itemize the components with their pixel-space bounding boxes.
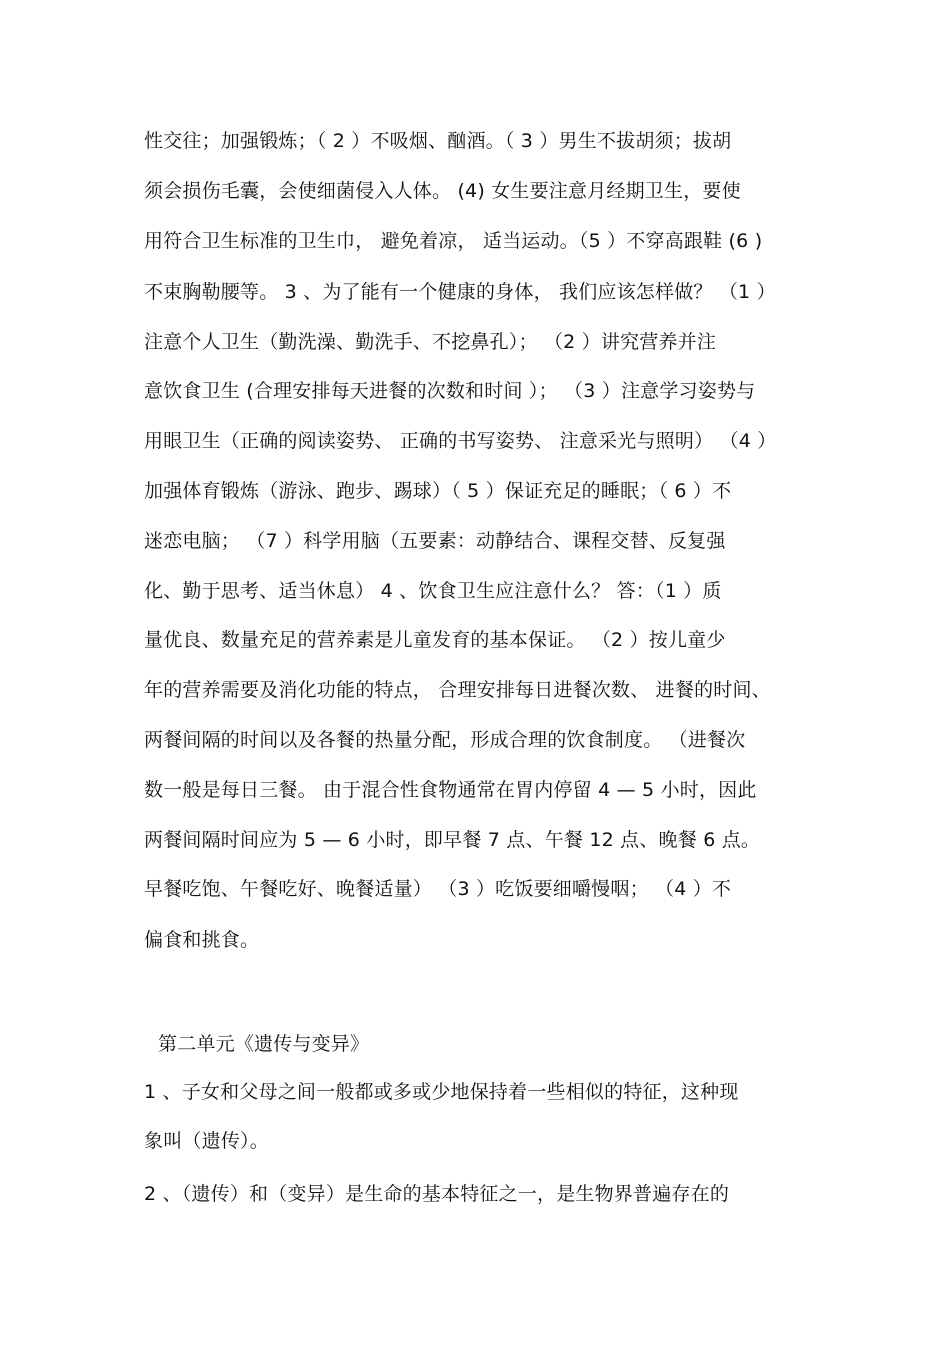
section-line: 1 、子女和父母之间一般都或多或少地保持着一些相似的特征，这种现 <box>144 1081 739 1103</box>
paragraph-line: 迷恋电脑； （7 ）科学用脑（五要素：动静结合、课程交替、反复强 <box>144 530 726 552</box>
paragraph-line: 两餐间隔时间应为 5 — 6 小时，即早餐 7 点、午餐 12 点、晚餐 6 点。 <box>144 829 761 851</box>
paragraph-line: 偏食和挑食。 <box>144 929 260 951</box>
section-line: 象叫（遗传）。 <box>144 1130 269 1152</box>
paragraph-line: 早餐吃饱、午餐吃好、晚餐适量） （3 ）吃饭要细嚼慢咽； （4 ）不 <box>144 878 732 900</box>
paragraph-line: 加强体育锻炼（游泳、跑步、踢球）（ 5 ）保证充足的睡眠；（ 6 ）不 <box>144 480 732 502</box>
paragraph-line: 量优良、数量充足的营养素是儿童发育的基本保证。 （2 ）按儿童少 <box>144 629 726 651</box>
paragraph-line: 数一般是每日三餐。 由于混合性食物通常在胃内停留 4 — 5 小时，因此 <box>144 779 757 801</box>
paragraph-line: 意饮食卫生 (合理安排每天进餐的次数和时间 ）； （3 ）注意学习姿势与 <box>144 380 756 402</box>
paragraph-line: 不束胸勒腰等。 3 、为了能有一个健康的身体， 我们应该怎样做？ （1 ） <box>144 281 776 303</box>
section-line: 2 、（遗传）和（变异）是生命的基本特征之一，是生物界普遍存在的 <box>144 1183 730 1205</box>
paragraph-line: 年的营养需要及消化功能的特点， 合理安排每日进餐次数、 进餐的时间、 <box>144 679 771 701</box>
paragraph-line: 须会损伤毛囊，会使细菌侵入人体。 (4) 女生要注意月经期卫生，要使 <box>144 180 741 202</box>
paragraph-line: 性交往；加强锻炼；（ 2 ）不吸烟、酗酒。（ 3 ）男生不拔胡须；拔胡 <box>144 130 732 152</box>
section-heading: 第二单元《遗传与变异》 <box>158 1033 370 1055</box>
paragraph-line: 化、勤于思考、适当休息） 4 、饮食卫生应注意什么？ 答：（1 ）质 <box>144 580 722 602</box>
paragraph-line: 两餐间隔的时间以及各餐的热量分配，形成合理的饮食制度。 （进餐次 <box>144 729 746 751</box>
paragraph-line: 用符合卫生标准的卫生巾， 避免着凉， 适当运动。（5 ）不穿高跟鞋 (6 ) <box>144 230 763 252</box>
paragraph-line: 注意个人卫生（勤洗澡、勤洗手、不挖鼻孔）； （2 ）讲究营养并注 <box>144 331 717 353</box>
paragraph-line: 用眼卫生（正确的阅读姿势、 正确的书写姿势、 注意采光与照明） （4 ） <box>144 430 777 452</box>
